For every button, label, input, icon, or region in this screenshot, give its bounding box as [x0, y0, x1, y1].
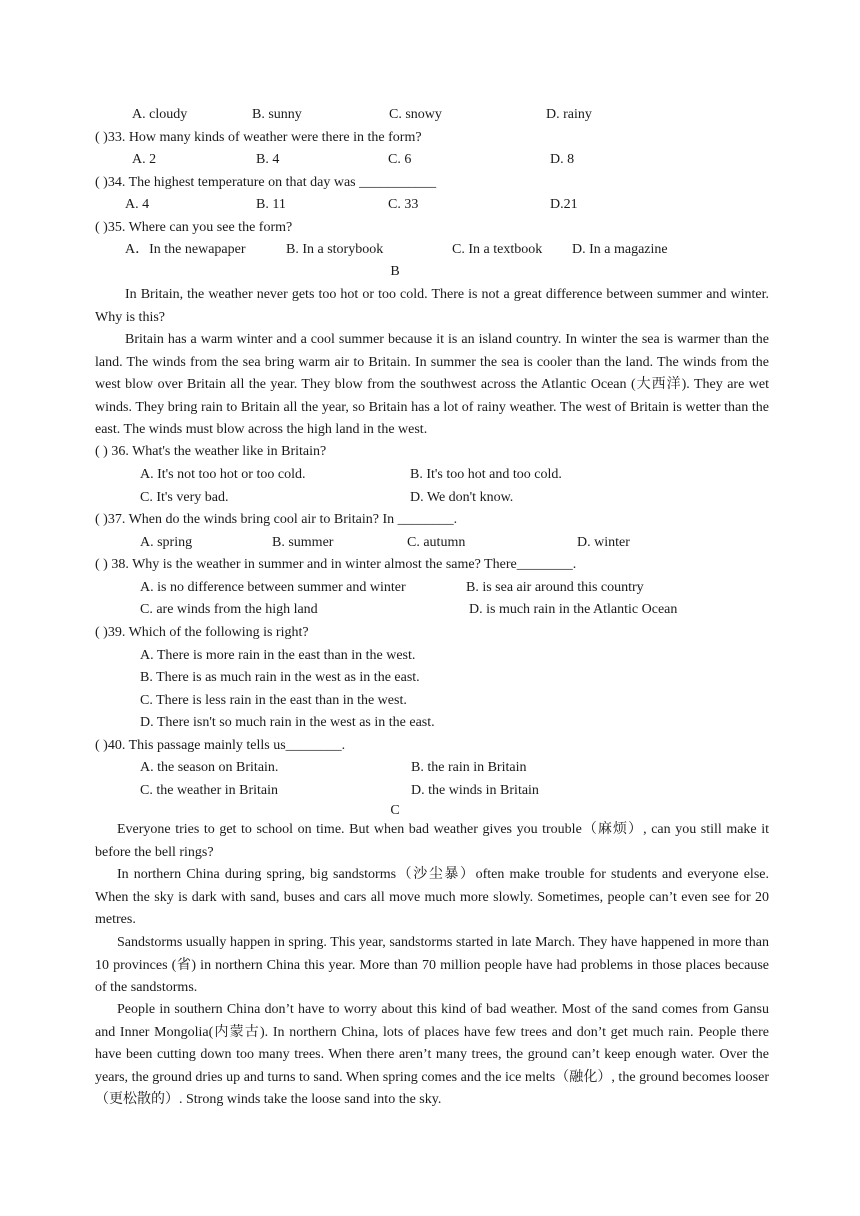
- section-c-paragraph-1: Everyone tries to get to school on time. But when bad weather gives you trouble（麻烦）, can you still make it before the bell rings?: [95, 822, 769, 860]
- q39-option-d: D. There isn't so much rain in the west as in the east.: [140, 715, 435, 730]
- q40-option-c: C. the weather in Britain: [140, 783, 279, 798]
- q37-option-b: B. summer: [272, 535, 334, 550]
- q32-option-d: D. rainy: [546, 107, 592, 122]
- q40-option-a: A. the season on Britain.: [140, 760, 279, 775]
- q34-option-d: D.21: [550, 197, 578, 212]
- q35-option-a: A．In the newapaper: [125, 242, 246, 257]
- q34-stem: ( )34. The highest temperature on that day was ___________: [95, 175, 437, 190]
- section-b-heading: B: [390, 264, 400, 279]
- q36-option-b: B. It's too hot and too cold.: [410, 467, 562, 482]
- q37-stem: ( )37. When do the winds bring cool air to Britain? In ________.: [95, 512, 458, 527]
- q37-option-a: A. spring: [140, 535, 193, 550]
- q36-option-d: D. We don't know.: [410, 490, 514, 505]
- q38-option-c: C. are winds from the high land: [140, 602, 318, 617]
- q36-stem: ( ) 36. What's the weather like in Britain?: [95, 444, 327, 459]
- q35-stem: ( )35. Where can you see the form?: [95, 220, 293, 235]
- q33-option-a: A. 2: [132, 152, 157, 167]
- section-b-paragraph-2: Britain has a warm winter and a cool summer because it is an island country. In winter the sea is warmer than the land. The winds from the sea bring warm air to Britain. In summer the sea is cooler than the land. The winds from the west blow over Britain all the year. They blow from the southwest across the Atlantic Ocean (大西洋). They are wet winds. They bring rain to Britain all the year, so Britain has a lot of rainy weather. The west of Britain is wetter than the east. The winds must blow across the high land in the west.: [95, 332, 769, 437]
- q39-stem: ( )39. Which of the following is right?: [95, 625, 309, 640]
- q33-option-b: B. 4: [256, 152, 280, 167]
- q39-option-b: B. There is as much rain in the west as in the east.: [140, 670, 420, 685]
- q32-option-b: B. sunny: [252, 107, 302, 122]
- q34-option-c: C. 33: [388, 197, 419, 212]
- q37-option-c: C. autumn: [407, 535, 466, 550]
- q37-option-d: D. winter: [577, 535, 630, 550]
- q36-option-a: A. It's not too hot or too cold.: [140, 467, 306, 482]
- q33-option-d: D. 8: [550, 152, 575, 167]
- q33-option-c: C. 6: [388, 152, 412, 167]
- q32-option-a: A. cloudy: [132, 107, 188, 122]
- q35-option-b: B. In a storybook: [286, 242, 384, 257]
- q33-stem: ( )33. How many kinds of weather were there in the form?: [95, 130, 422, 145]
- q38-option-d: D. is much rain in the Atlantic Ocean: [469, 602, 678, 617]
- section-c-heading: C: [390, 803, 400, 818]
- q39-option-c: C. There is less rain in the east than in the west.: [140, 693, 407, 708]
- q35-option-d: D. In a magazine: [572, 242, 668, 257]
- section-b-paragraph-1: In Britain, the weather never gets too hot or too cold. There is not a great difference between summer and winter. Why is this?: [95, 287, 769, 325]
- q35-option-c: C. In a textbook: [452, 242, 543, 257]
- q40-option-d: D. the winds in Britain: [411, 783, 539, 798]
- q40-option-b: B. the rain in Britain: [411, 760, 527, 775]
- section-c-paragraph-2: In northern China during spring, big sandstorms（沙尘暴）often make trouble for students and everyone else. When the sky is dark with sand, buses and cars all move much more slowly. Sometimes, people can’t even see for 20 metres.: [95, 867, 769, 927]
- q38-option-b: B. is sea air around this country: [466, 580, 644, 595]
- q34-option-a: A. 4: [125, 197, 150, 212]
- q39-option-a: A. There is more rain in the east than in the west.: [140, 648, 416, 663]
- q40-stem: ( )40. This passage mainly tells us________.: [95, 738, 346, 753]
- section-c-paragraph-3: Sandstorms usually happen in spring. This year, sandstorms started in late March. They have happened in more than 10 provinces (省) in northern China this year. More than 70 million people have had problems in those places because of the sandstorms.: [95, 935, 769, 995]
- section-c-paragraph-4: People in southern China don’t have to worry about this kind of bad weather. Most of the sand comes from Gansu and Inner Mongolia(内蒙古). In northern China, lots of places have few trees and don’t get much rain. People there have been cutting down too many trees. When there aren’t many trees, the ground can’t keep enough water. Over the years, the ground dries up and turns to sand. When spring comes and the ice melts（融化）, the ground becomes looser（更松散的）. Strong winds take the loose sand into the sky.: [95, 1002, 769, 1107]
- q38-option-a: A. is no difference between summer and winter: [140, 580, 406, 595]
- q34-option-b: B. 11: [256, 197, 286, 212]
- q32-option-c: C. snowy: [389, 107, 442, 122]
- q38-stem: ( ) 38. Why is the weather in summer and in winter almost the same? There________.: [95, 557, 577, 572]
- q36-option-c: C. It's very bad.: [140, 490, 229, 505]
